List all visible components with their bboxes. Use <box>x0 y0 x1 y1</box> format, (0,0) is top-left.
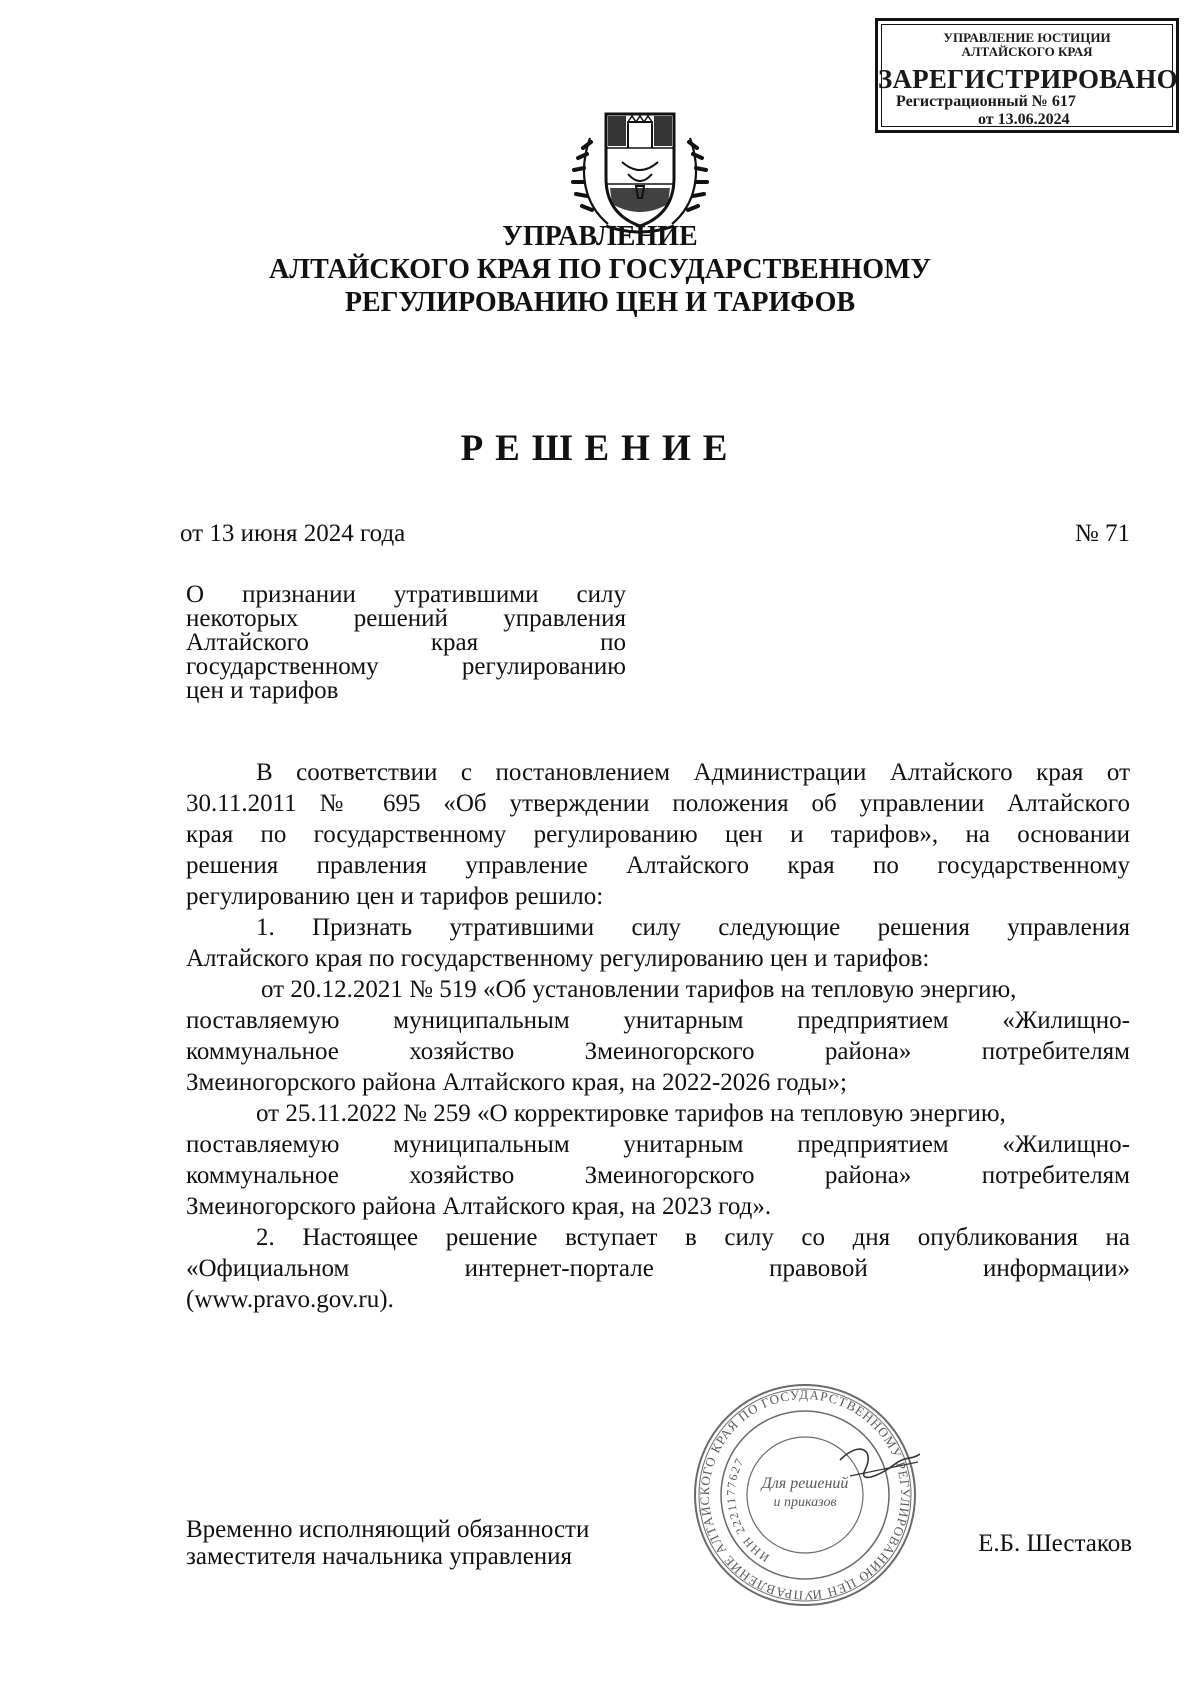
body-line: от 25.11.2022 № 259 «О корректировке тарифов на тепловую энергию, <box>256 1100 1006 1127</box>
stamp-reg-date: от 13.06.2024 <box>978 111 1070 128</box>
registration-stamp <box>875 18 1179 133</box>
subject-line: государственному регулированию <box>186 653 626 680</box>
signatory-name: Е.Б. Шестаков <box>978 1530 1132 1557</box>
document-type-title: РЕШЕНИЕ <box>460 428 740 469</box>
body-line: коммунальное хозяйство Змеиногорского района» потребителям <box>186 1038 1130 1065</box>
seal-center-line1: Для решений <box>761 1475 849 1492</box>
body-line: поставляемую муниципальным унитарным предприятием «Жилищно- <box>186 1131 1130 1158</box>
body-line: 30.11.2011 № 695 «Об утверждении положения об управлении Алтайского <box>186 790 1130 817</box>
body-line: от 20.12.2021 № 519 «Об установлении тарифов на тепловую энергию, <box>261 976 1017 1003</box>
seal-center-line2: и приказов <box>773 1495 837 1510</box>
body-line: Змеиногорского района Алтайского края, на 2022-2026 годы»; <box>186 1069 847 1096</box>
body-line: 2. Настоящее решение вступает в силу со дня опубликования на <box>256 1224 1130 1251</box>
stamp-org-line2: АЛТАЙСКОГО КРАЯ <box>961 44 1093 59</box>
subject-line: цен и тарифов <box>186 677 339 704</box>
document-date: от 13 июня 2024 года <box>180 520 406 547</box>
body-line: решения правления управление Алтайского края по государственному <box>186 852 1130 879</box>
signatory-position <box>186 1516 686 1570</box>
body-line: Змеиногорского района Алтайского края, на 2023 год». <box>186 1193 772 1220</box>
body-line: (www.pravo.gov.ru). <box>186 1286 394 1313</box>
seal-outer-text: УПРАВЛЕНИЕ АЛТАЙСКОГО КРАЯ ПО ГОСУДАРСТВЕННОМУ РЕГУЛИРОВАНИЮ ЦЕН И <box>696 1386 914 1604</box>
seal-inn-text: ИНН 2221177627 <box>723 1455 772 1565</box>
body-line: регулированию цен и тарифов решило: <box>186 883 604 910</box>
signatory-position-line2: заместителя начальника управления <box>186 1543 573 1570</box>
body-line: В соответствии с постановлением Администрации Алтайского края от <box>256 759 1130 786</box>
document-number: № 71 <box>1074 520 1130 547</box>
body-line: края по государственному регулированию цен и тарифов», на основании <box>186 821 1130 848</box>
body-line: коммунальное хозяйство Змеиногорского района» потребителям <box>186 1162 1130 1189</box>
org-title-line1: УПРАВЛЕНИЕ <box>502 221 698 252</box>
body-line: 1. Признать утратившими силу следующие решения управления <box>256 914 1130 941</box>
subject-line: некоторых решений управления <box>186 605 626 632</box>
subject-line: Алтайского края по <box>186 629 626 656</box>
body-line: поставляемую муниципальным унитарным предприятием «Жилищно- <box>186 1007 1130 1034</box>
stamp-org-line1: УПРАВЛЕНИЕ ЮСТИЦИИ <box>943 30 1111 45</box>
stamp-status: ЗАРЕГИСТРИРОВАНО <box>878 64 1178 94</box>
org-title-line3: РЕГУЛИРОВАНИЮ ЦЕН И ТАРИФОВ <box>344 287 856 318</box>
subject-line: О признании утратившими силу <box>186 581 626 608</box>
subject-block <box>186 583 626 703</box>
signatory-position-line1: Временно исполняющий обязанности <box>186 1516 590 1543</box>
stamp-reg-number: Регистрационный № 617 <box>896 93 1076 110</box>
body-line: Алтайского края по государственному регулированию цен и тарифов: <box>186 945 930 972</box>
body-line: «Официальном интернет-портале правовой информации» <box>186 1255 1130 1282</box>
org-title-line2: АЛТАЙСКОГО КРАЯ ПО ГОСУДАРСТВЕННОМУ <box>269 254 931 285</box>
official-seal <box>690 1380 920 1610</box>
